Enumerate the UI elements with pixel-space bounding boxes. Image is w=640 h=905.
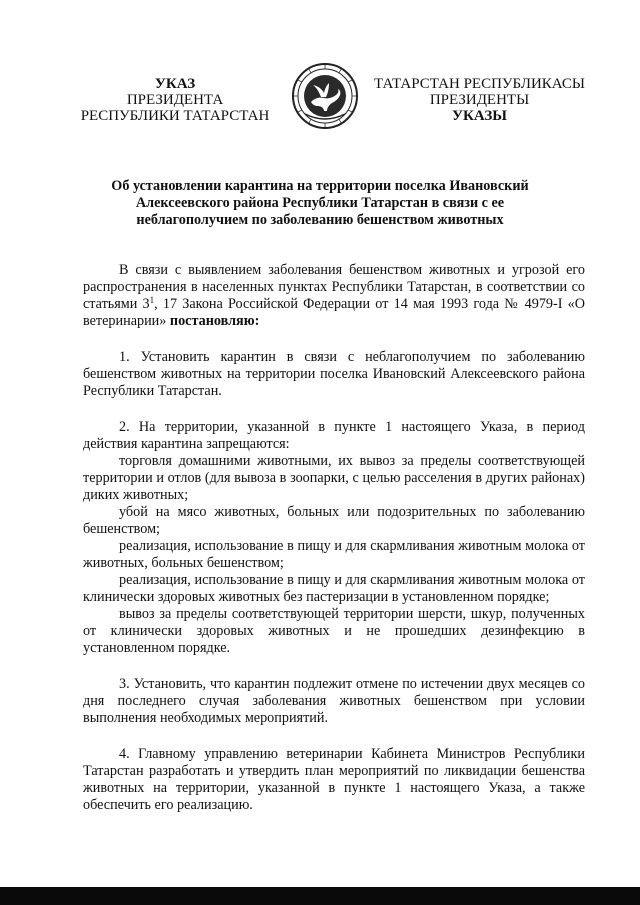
preamble-text-a: В связи с выявлением заболевания бешенством животных и угрозой его распространения в населенных пунктах Республики Татарстан, в соответствии со статьями 3 — [83, 262, 585, 312]
header-left-line1: УКАЗ — [154, 76, 196, 92]
preamble-text-b: , 17 Закона Российской Федерации от 14 мая 1993 года № 4979-I «О ветеринарии» — [83, 296, 585, 329]
title-line1: Об установлении карантина на территории поселка Ивановский — [111, 178, 529, 194]
header-right — [367, 76, 592, 124]
item-1-paragraph: 1. Установить карантин в связи с неблагополучием по заболеванию бешенством животных на территории поселка Ивановский Алексеевского района Республики Татарстан. — [83, 349, 585, 399]
item-2-subitem-trade: торговля домашними животными, их вывоз за пределы соответствующей территории и отлов (для вывоза в зоопарки, с целью расселения в других районах) диких животных; — [83, 453, 585, 503]
document-title — [86, 178, 554, 229]
header-left — [70, 76, 280, 124]
tatarstan-coat-of-arms-icon — [291, 62, 359, 130]
item-4-paragraph: 4. Главному управлению ветеринарии Кабинета Министров Республики Татарстан разработать и утвердить план мероприятий по ликвидации бешенства животных на территории, указанной в пункте 1 настоящего Указа, а также обеспечить его реализацию. — [83, 746, 585, 813]
preamble-paragraph — [83, 262, 585, 330]
title-line2: Алексеевского района Республики Татарстан в связи с ее — [135, 195, 505, 211]
item-2-subitem-milk-sick: реализация, использование в пищу и для скармливания животным молока от животных, больных бешенством; — [83, 538, 585, 571]
item-2-subitem-slaughter: убой на мясо животных, больных или подозрительных по заболеванию бешенством; — [83, 504, 585, 537]
header-left-line3: РЕСПУБЛИКИ ТАТАРСТАН — [80, 108, 270, 124]
title-line3: неблагополучием по заболеванию бешенством животных — [136, 212, 504, 228]
header-left-line2: ПРЕЗИДЕНТА — [126, 92, 224, 108]
item-2-subitem-export-wool: вывоз за пределы соответствующей территории шерсти, шкур, полученных от клинически здоровых животных и не прошедших дезинфекцию в установленном порядке. — [83, 606, 585, 656]
header-right-line2: ПРЕЗИДЕНТЫ — [429, 92, 530, 108]
header-right-line1: ТАТАРСТАН РЕСПУБЛИКАСЫ — [374, 76, 585, 92]
header-right-line3: УКАЗЫ — [452, 108, 507, 124]
item-2-intro: 2. На территории, указанной в пункте 1 настоящего Указа, в период действия карантина запрещаются: — [83, 419, 585, 452]
document-body — [83, 262, 585, 814]
item-3-paragraph: 3. Установить, что карантин подлежит отмене по истечении двух месяцев со дня последнего случая заболевания животных бешенством при условии выполнения необходимых мероприятий. — [83, 676, 585, 726]
article-superscript: 1 — [149, 295, 155, 305]
decree-word: постановляю: — [169, 313, 260, 329]
item-2-subitem-milk-healthy: реализация, использование в пищу и для скармливания животным молока от клинически здоровых животных без пастеризации в установленном порядке; — [83, 572, 585, 605]
scan-bottom-edge — [0, 887, 640, 905]
